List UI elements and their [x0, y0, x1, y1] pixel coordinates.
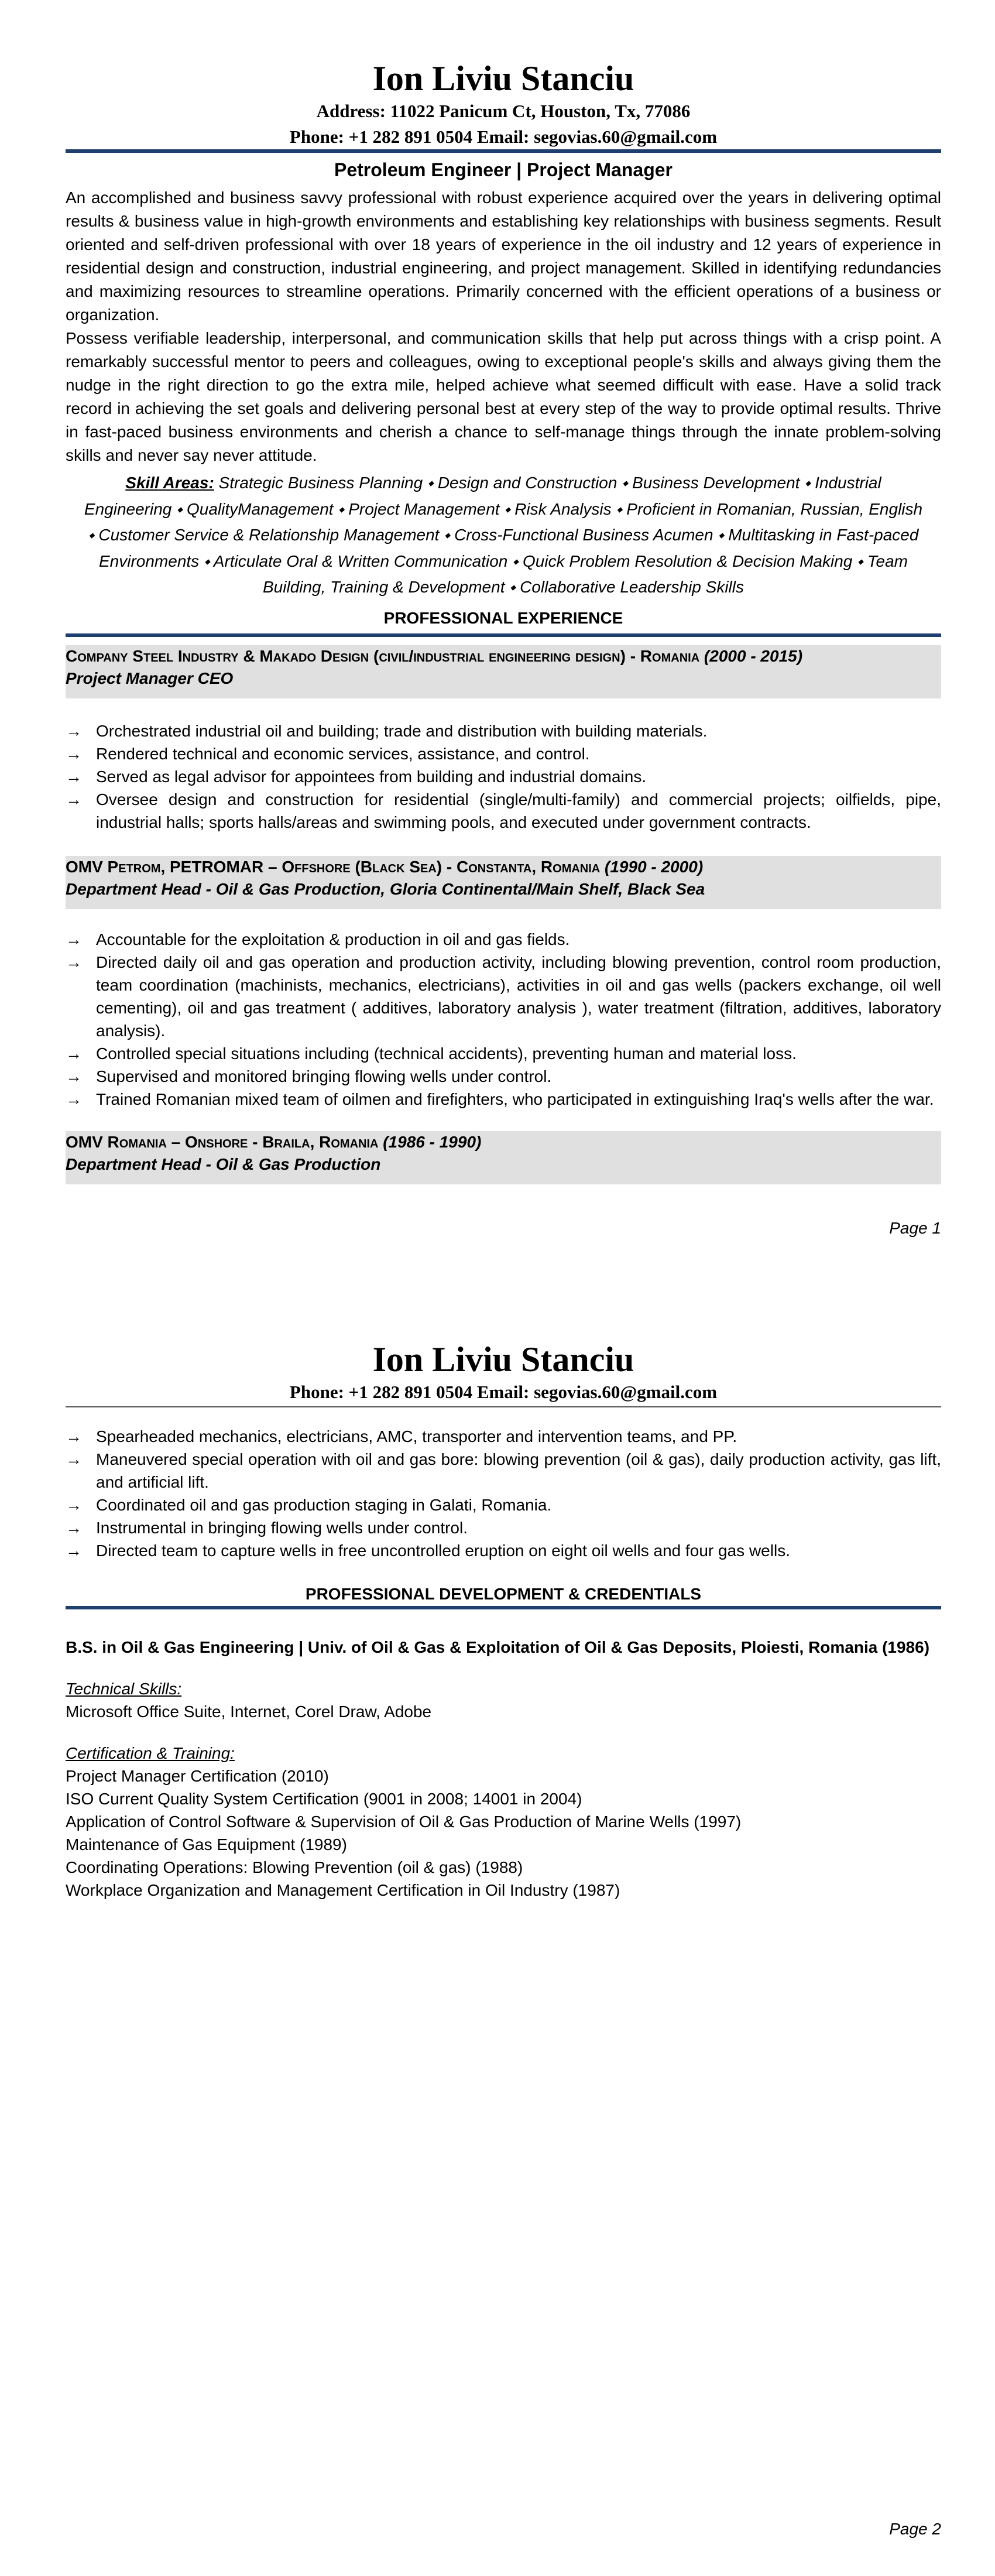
address: Address: 11022 Panicum Ct, Houston, Tx, 77086 — [316, 101, 691, 121]
bullet-text: Instrumental in bringing flowing wells under control. — [96, 1519, 468, 1537]
header — [66, 59, 941, 150]
arrow-icon: → — [66, 953, 82, 971]
bullet-text: Rendered technical and economic services, assistance, and control. — [96, 745, 590, 763]
job-role: Department Head - Oil & Gas Production, Gloria Continental/Main Shelf, Black Sea — [66, 880, 705, 898]
bullet-text: Directed team to capture wells in free uncontrolled eruption on eight oil wells and four gas wells. — [96, 1542, 790, 1560]
arrow-icon: → — [66, 1450, 82, 1468]
arrow-icon: → — [66, 768, 82, 786]
bullet-text: Orchestrated industrial oil and building; trade and distribution with building materials. — [96, 722, 708, 740]
arrow-icon: → — [66, 930, 82, 948]
arrow-icon: → — [66, 745, 82, 763]
arrow-icon: → — [66, 1496, 82, 1514]
phone-email: Phone: +1 282 891 0504 Email: segovias.60@gmail.com — [289, 1382, 718, 1402]
list-item — [66, 1088, 941, 1111]
bullet-text: Oversee design and construction for residential (single/multi-family) and commercial projects; oilfields, pipe, industrial halls; sports halls/areas and swimming pools, and executed under government contracts. — [96, 790, 941, 831]
list-item — [66, 1042, 941, 1065]
list-item — [66, 1448, 941, 1493]
bullet-text: Controlled special situations including (technical accidents), preventing human and material loss. — [96, 1044, 797, 1063]
certification-item: Coordinating Operations: Blowing Prevention (oil & gas) (1988) — [66, 1858, 523, 1876]
arrow-icon: → — [66, 1067, 82, 1085]
job-header — [66, 856, 941, 909]
page-number: Page 2 — [889, 2520, 941, 2538]
certification-item: Maintenance of Gas Equipment (1989) — [66, 1835, 347, 1854]
job-role: Department Head - Oil & Gas Production — [66, 1155, 381, 1173]
arrow-icon: → — [66, 1044, 82, 1063]
skill-areas-list: Strategic Business Planning ⬩ Design and Construction ⬩ Business Development ⬩ Industrial Engineering ⬩ QualityManagement ⬩ Project Management ⬩ Risk Analysis ⬩ Proficient in Romanian, Russian, English ⬩ Customer Service & Relationship Management ⬩ Cross-Functional Business Acumen ⬩ Multitasking in Fast-paced Environments ⬩ Articulate Oral & Written Communication ⬩ Quick Problem Resolution & Decision Making ⬩ Team Building, Training & Development ⬩ Collaborative Leadership Skills — [84, 474, 923, 596]
job-bullets — [66, 928, 941, 1111]
job-header — [66, 1131, 941, 1184]
header — [66, 1340, 941, 1405]
job-bullets — [66, 1425, 941, 1562]
certification-item: Workplace Organization and Management Certification in Oil Industry (1987) — [66, 1881, 620, 1899]
job-3 — [66, 1131, 941, 1184]
technical-skills: Microsoft Office Suite, Internet, Corel Draw, Adobe — [66, 1703, 432, 1721]
list-item — [66, 1539, 941, 1562]
header-divider — [66, 1406, 941, 1407]
section-divider — [66, 1606, 941, 1609]
job-2 — [66, 856, 941, 1111]
list-item — [66, 765, 941, 788]
professional-title: Petroleum Engineer | Project Manager — [334, 159, 673, 180]
arrow-icon: → — [66, 1427, 82, 1445]
job-2-continued — [66, 1425, 941, 1562]
skill-areas — [66, 470, 941, 601]
candidate-name: Ion Liviu Stanciu — [372, 1340, 634, 1379]
page-number: Page 1 — [889, 1219, 941, 1237]
bullet-text: Accountable for the exploitation & production in oil and gas fields. — [96, 930, 570, 948]
list-item — [66, 788, 941, 834]
job-role: Project Manager CEO — [66, 669, 234, 687]
company-name: OMV Petrom, PETROMAR – Offshore (Black Sea) - Constanta, Romania — [66, 858, 605, 876]
bullet-text: Maneuvered special operation with oil and gas bore: blowing prevention (oil & gas), daily production activity, gas lift, and artificial lift. — [96, 1450, 941, 1491]
job-dates: (1986 - 1990) — [383, 1133, 482, 1151]
certification-item: ISO Current Quality System Certification (9001 in 2008; 14001 in 2004) — [66, 1790, 582, 1808]
company-name: Company Steel Industry & Makado Design (civil/industrial engineering design) - Romania — [66, 647, 704, 665]
arrow-icon: → — [66, 1090, 82, 1108]
bullet-text: Served as legal advisor for appointees from building and industrial domains. — [96, 768, 647, 786]
credentials — [66, 1636, 941, 1902]
company-name: OMV Romania – Onshore - Braila, Romania — [66, 1133, 383, 1151]
arrow-icon: → — [66, 790, 82, 809]
summary-paragraph: An accomplished and business savvy professional with robust experience acquired over the years in delivering optimal results & business value in high-growth environments and establishing key relationships with business segments. Result oriented and self-driven professional with over 18 years of experience in the oil industry and 12 years of experience in residential design and construction, industrial engineering, and project management. Skilled in identifying redundancies and maximizing resources to streamline operations. Primarily concerned with the efficient operations of a business or organization. — [66, 189, 941, 324]
summary-paragraph: Possess verifiable leadership, interpersonal, and communication skills that help put across things with a crisp point. A remarkably successful mentor to peers and colleagues, owing to exceptional people's skills and always giving them the nudge in the right direction to go the extra mile, helped achieve what seemed difficult with ease. Have a solid track record in achieving the set goals and delivering personal best at every step of the way to provide optimal results. Thrive in fast-paced business environments and cherish a chance to self-manage things through the innate problem-solving skills and never say never attitude. — [66, 329, 941, 464]
bullet-text: Spearheaded mechanics, electricians, AMC, transporter and intervention teams, and PP. — [96, 1427, 737, 1445]
list-item — [66, 1065, 941, 1088]
header-divider — [66, 149, 941, 153]
certification-label: Certification & Training: — [66, 1744, 235, 1762]
job-1 — [66, 645, 941, 834]
phone-email: Phone: +1 282 891 0504 Email: segovias.60@gmail.com — [289, 126, 718, 147]
section-heading-experience: PROFESSIONAL EXPERIENCE — [383, 609, 623, 627]
list-item — [66, 1516, 941, 1539]
skill-areas-label: Skill Areas: — [125, 474, 214, 492]
bullet-text: Coordinated oil and gas production staging in Galati, Romania. — [96, 1496, 552, 1514]
list-item — [66, 1425, 941, 1448]
job-bullets — [66, 720, 941, 834]
job-dates: (1990 - 2000) — [605, 858, 704, 876]
job-dates: (2000 - 2015) — [704, 647, 803, 665]
page-2 — [0, 1288, 995, 2576]
job-header — [66, 645, 941, 698]
section-divider — [66, 633, 941, 637]
bullet-text: Directed daily oil and gas operation and production activity, including blowing prevention, control room production, team coordination (machinists, mechanics, electricians), activities in oil and gas wells (packers exchange, oil well cementing), oil and gas treatment ( additives, laboratory analysis ), water treatment (filtration, additives, laboratory analysis). — [96, 953, 941, 1040]
arrow-icon: → — [66, 722, 82, 740]
arrow-icon: → — [66, 1542, 82, 1560]
candidate-name: Ion Liviu Stanciu — [372, 59, 634, 98]
list-item — [66, 720, 941, 742]
certification-item: Application of Control Software & Supervision of Oil & Gas Production of Marine Wells (1997) — [66, 1813, 742, 1831]
technical-skills-label: Technical Skills: — [66, 1680, 182, 1698]
certification-item: Project Manager Certification (2010) — [66, 1767, 329, 1785]
list-item — [66, 928, 941, 951]
section-heading-development: PROFESSIONAL DEVELOPMENT & CREDENTIALS — [305, 1585, 702, 1603]
list-item — [66, 951, 941, 1042]
bullet-text: Supervised and monitored bringing flowing wells under control. — [96, 1067, 552, 1085]
summary-section — [66, 158, 941, 467]
degree: B.S. in Oil & Gas Engineering | Univ. of Oil & Gas & Exploitation of Oil & Gas Deposits, Ploiesti, Romania (1986) — [66, 1638, 930, 1656]
list-item — [66, 742, 941, 765]
list-item — [66, 1493, 941, 1516]
arrow-icon: → — [66, 1519, 82, 1537]
bullet-text: Trained Romanian mixed team of oilmen and firefighters, who participated in extinguishing Iraq's wells after the war. — [96, 1090, 934, 1108]
